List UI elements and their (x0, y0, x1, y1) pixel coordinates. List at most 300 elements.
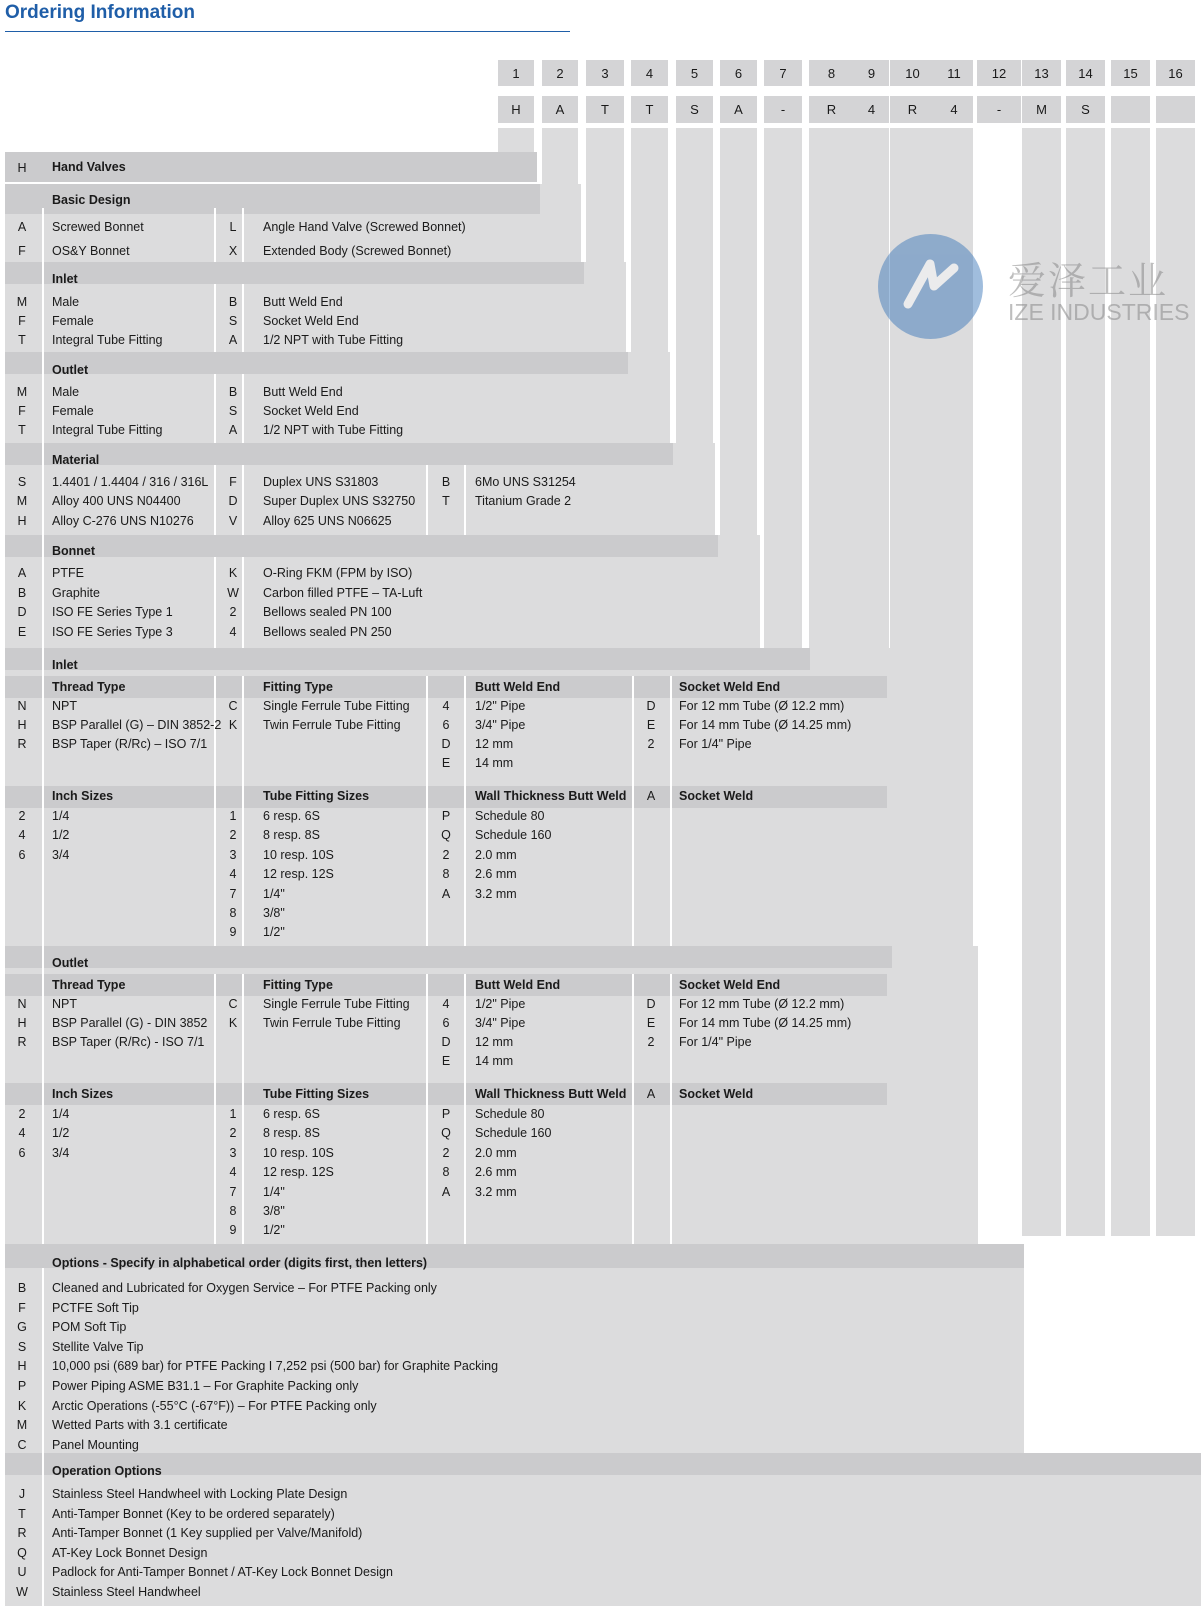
column-separator (426, 465, 428, 535)
column-separator (214, 284, 216, 352)
option-label: Female (52, 404, 94, 418)
code-letter: 6 (18, 847, 26, 862)
column-separator (670, 676, 672, 946)
option-label: BSP Parallel (G) - DIN 3852 (52, 1016, 208, 1030)
code-letter: 4 (18, 1126, 26, 1141)
option-label: ISO FE Series Type 3 (52, 625, 173, 639)
option-label: 3/4" Pipe (475, 718, 526, 732)
option-label: For 12 mm Tube (Ø 12.2 mm) (679, 997, 845, 1011)
code-position-cell: 8 (809, 60, 854, 86)
option-label: Integral Tube Fitting (52, 423, 163, 437)
code-letter: Q (441, 1126, 451, 1141)
option-label: Twin Ferrule Tube Fitting (263, 718, 401, 732)
option-label: Stainless Steel Handwheel with Locking Plate Design (52, 1487, 348, 1501)
option-label: BSP Parallel (G) – DIN 3852-2 (52, 718, 222, 732)
column-separator (42, 208, 44, 1244)
option-label: Stellite Valve Tip (52, 1339, 144, 1354)
option-code: L (229, 220, 237, 234)
option-label: PTFE (52, 566, 84, 580)
option-code: 4 (229, 625, 237, 639)
section-heading: Basic Design (52, 193, 131, 207)
code-letter: P (441, 809, 451, 823)
column-bar (498, 128, 534, 153)
code-letter: 3 (229, 847, 237, 862)
option-code: A (17, 220, 27, 234)
column-separator (632, 974, 634, 1244)
section-header-band (5, 648, 810, 670)
option-code: T (18, 423, 26, 437)
option-code: J (18, 1487, 26, 1501)
option-label: Stainless Steel Handwheel (52, 1584, 201, 1599)
subsection-heading: Wall Thickness Butt Weld (475, 1087, 627, 1101)
column-bar (586, 128, 624, 268)
option-code: B (17, 1281, 27, 1295)
option-label: Padlock for Anti-Tamper Bonnet / AT-Key Lock Bonnet Design (52, 1565, 393, 1579)
option-label: 1/2 NPT with Tube Fitting (263, 423, 404, 437)
watermark-chinese-text: 爱泽工业 (1008, 261, 1169, 303)
code-letter: A (441, 1184, 451, 1199)
code-example-cell: M (1022, 96, 1061, 123)
option-label: 3/8" (263, 906, 285, 920)
option-label: 12 mm (475, 737, 514, 751)
code-letter: 2 (18, 1107, 26, 1121)
section-header-band (5, 535, 718, 557)
option-label: For 12 mm Tube (Ø 12.2 mm) (679, 699, 845, 713)
subsection-heading: Butt Weld End (475, 978, 561, 992)
code-letter: 2 (229, 828, 237, 843)
title-underline (5, 31, 570, 32)
code-letter: H (17, 1016, 27, 1030)
subsection-heading: Thread Type (52, 978, 126, 992)
socket-weld-code: A (646, 789, 656, 803)
option-code: H (17, 514, 27, 528)
code-letter: D (646, 997, 656, 1011)
subsection-heading: Fitting Type (263, 680, 333, 694)
subsection-heading: Tube Fitting Sizes (263, 789, 370, 803)
option-code: V (228, 514, 238, 528)
option-code: B (441, 475, 451, 489)
code-position-cell: 4 (631, 60, 668, 86)
subsection-heading: Socket Weld (679, 1087, 754, 1101)
section-heading: Inlet (52, 272, 78, 286)
column-separator (214, 465, 216, 535)
code-position-cell: 7 (764, 60, 802, 86)
option-code: A (228, 423, 238, 437)
code-letter: 2 (18, 809, 26, 823)
subsection-heading: Tube Fitting Sizes (263, 1087, 370, 1101)
subsection-heading: Inch Sizes (52, 1087, 114, 1101)
option-label: 12 resp. 12S (263, 867, 334, 882)
code-letter: A (441, 886, 451, 901)
section-header-band (5, 443, 673, 465)
option-label: 14 mm (475, 756, 514, 770)
code-example-cell: A (720, 96, 757, 123)
section-heading: Inlet (52, 658, 78, 672)
option-label: 1.4401 / 1.4404 / 316 / 316L (52, 475, 209, 489)
option-label: 12 resp. 12S (263, 1165, 334, 1180)
column-separator (426, 676, 428, 946)
option-label: 6Mo UNS S31254 (475, 475, 576, 489)
option-label: NPT (52, 699, 77, 713)
option-code: S (17, 1339, 27, 1354)
option-label: Panel Mounting (52, 1437, 139, 1452)
socket-weld-code: A (646, 1087, 656, 1101)
subsection-heading: Inch Sizes (52, 789, 114, 803)
option-label: Bellows sealed PN 100 (263, 605, 392, 619)
option-label: Bellows sealed PN 250 (263, 625, 392, 639)
option-code: B (228, 295, 238, 309)
option-label: 1/2" Pipe (475, 997, 526, 1011)
option-label: 1/2 (52, 828, 70, 843)
subsection-heading: Thread Type (52, 680, 126, 694)
option-label: Duplex UNS S31803 (263, 475, 379, 489)
code-position-cell: 12 (977, 60, 1021, 86)
option-code: T (442, 494, 450, 508)
code-letter: 7 (229, 886, 237, 901)
code-letter: 6 (18, 1145, 26, 1160)
code-position-cell: 5 (676, 60, 713, 86)
code-position-cell: 10 (890, 60, 935, 86)
subheader-band (5, 786, 887, 808)
code-letter: 3 (229, 1145, 237, 1160)
option-label: AT-Key Lock Bonnet Design (52, 1545, 208, 1560)
code-letter: N (17, 997, 27, 1011)
option-label: Wetted Parts with 3.1 certificate (52, 1418, 228, 1433)
section-header-band (5, 1453, 1201, 1475)
column-separator (426, 974, 428, 1244)
column-separator (214, 374, 216, 443)
option-label: 1/4 (52, 809, 70, 823)
code-letter: 8 (229, 906, 237, 920)
option-label: 14 mm (475, 1054, 514, 1068)
option-label: 2.6 mm (475, 867, 517, 882)
code-example-cell: S (676, 96, 713, 123)
option-label: OS&Y Bonnet (52, 244, 130, 258)
option-code: S (17, 475, 27, 489)
option-code: B (17, 586, 27, 600)
option-label: 10 resp. 10S (263, 847, 334, 862)
option-label: 3.2 mm (475, 1184, 517, 1199)
option-label: POM Soft Tip (52, 1320, 127, 1335)
option-label: 12 mm (475, 1035, 514, 1049)
ize-logo-icon (878, 234, 983, 339)
option-code: P (17, 1379, 27, 1393)
option-code: B (228, 385, 238, 399)
code-letter: 4 (229, 1165, 237, 1180)
option-label: Extended Body (Screwed Bonnet) (263, 244, 452, 258)
code-letter: K (228, 718, 238, 732)
option-label: Super Duplex UNS S32750 (263, 494, 416, 508)
section-header-band (5, 946, 892, 968)
option-code: D (228, 494, 238, 508)
option-label: Butt Weld End (263, 385, 343, 399)
option-label: 2.0 mm (475, 847, 517, 862)
code-letter: Q (441, 828, 451, 843)
option-code: D (17, 605, 27, 619)
option-label: Single Ferrule Tube Fitting (263, 699, 410, 713)
code-example-cell (1156, 96, 1195, 123)
option-label: 1/2" (263, 925, 285, 940)
option-code: E (17, 625, 27, 639)
logo-mark-icon (878, 234, 983, 339)
option-label: 3/4 (52, 1145, 70, 1160)
code-letter: 6 (442, 1016, 450, 1030)
column-bar (764, 128, 802, 652)
code-letter: P (441, 1107, 451, 1121)
code-example-cell: 4 (935, 96, 973, 123)
code-letter: H (17, 718, 27, 732)
option-label: 1/4" (263, 886, 285, 901)
option-label: 3.2 mm (475, 886, 517, 901)
option-code: F (18, 404, 26, 418)
section-heading: Options - Specify in alphabetical order (digits first, then letters) (52, 1256, 428, 1270)
subsection-heading: Fitting Type (263, 978, 333, 992)
code-letter: 9 (229, 925, 237, 940)
column-separator (214, 974, 216, 1244)
option-code: H (17, 1359, 27, 1374)
option-label: 10,000 psi (689 bar) for PTFE Packing I 7,252 psi (500 bar) for Graphite Packing (52, 1359, 499, 1374)
section-heading: Bonnet (52, 544, 96, 558)
section-header-band (5, 352, 628, 374)
column-separator (214, 557, 216, 648)
code-letter: C (228, 997, 238, 1011)
code-letter: R (17, 1035, 27, 1049)
option-label: Alloy 400 UNS N04400 (52, 494, 181, 508)
code-letter: 7 (229, 1184, 237, 1199)
option-label: Schedule 160 (475, 828, 552, 843)
option-label: Twin Ferrule Tube Fitting (263, 1016, 401, 1030)
code-letter: E (646, 1016, 656, 1030)
option-label: 6 resp. 6S (263, 1107, 320, 1121)
option-label: 1/2 (52, 1126, 70, 1141)
option-code: S (228, 404, 238, 418)
code-letter: K (228, 1016, 238, 1030)
column-separator (214, 208, 216, 262)
subsection-heading: Butt Weld End (475, 680, 561, 694)
option-code: G (17, 1320, 27, 1335)
code-letter: C (228, 699, 238, 713)
option-code: K (228, 566, 238, 580)
option-code: F (18, 314, 26, 328)
column-separator (464, 465, 466, 535)
code-letter: D (441, 737, 451, 751)
code-position-cell: 9 (854, 60, 889, 86)
section-heading: Outlet (52, 956, 89, 970)
code-letter: 2 (442, 1145, 450, 1160)
code-position-cell: 1 (498, 60, 534, 86)
option-label: PCTFE Soft Tip (52, 1300, 139, 1315)
section-heading: Material (52, 453, 100, 467)
code-position-cell: 11 (935, 60, 973, 86)
code-letter: 8 (442, 1165, 450, 1180)
option-label: Screwed Bonnet (52, 220, 144, 234)
option-label: Socket Weld End (263, 404, 359, 418)
code-letter: 9 (229, 1223, 237, 1238)
code-letter: 8 (229, 1204, 237, 1218)
code-example-cell: H (498, 96, 534, 123)
option-label: Butt Weld End (263, 295, 343, 309)
option-code: M (16, 385, 28, 399)
code-position-cell: 3 (586, 60, 624, 86)
option-label: 6 resp. 6S (263, 809, 320, 823)
option-label: 10 resp. 10S (263, 1145, 334, 1160)
option-label: 2.6 mm (475, 1165, 517, 1180)
code-letter: D (441, 1035, 451, 1049)
option-code: S (228, 314, 238, 328)
option-label: Male (52, 385, 80, 399)
option-code: X (228, 244, 238, 258)
code-letter: N (17, 699, 27, 713)
option-label: 1/4 (52, 1107, 70, 1121)
code-position-cell: 2 (542, 60, 578, 86)
code-letter: 1 (229, 809, 237, 823)
code-letter: 2 (647, 1035, 655, 1049)
option-code: A (228, 333, 238, 347)
code-position-cell: 14 (1066, 60, 1105, 86)
subsection-heading: Socket Weld (679, 789, 754, 803)
code-letter: E (441, 1054, 451, 1068)
code-letter: 2 (229, 1126, 237, 1141)
code-letter: 8 (442, 867, 450, 882)
option-code: Q (17, 1545, 27, 1560)
code-example-cell: T (631, 96, 668, 123)
code-example-cell: T (586, 96, 624, 123)
code-letter: 6 (442, 718, 450, 732)
option-label: 3/4" Pipe (475, 1016, 526, 1030)
code-example-cell: R (809, 96, 854, 123)
option-label: For 1/4" Pipe (679, 737, 752, 751)
option-label: Carbon filled PTFE – TA-Luft (263, 586, 423, 600)
option-label: For 1/4" Pipe (679, 1035, 752, 1049)
code-letter: E (441, 756, 451, 770)
option-label: BSP Taper (R/Rc) – ISO 7/1 (52, 737, 208, 751)
option-code: F (18, 1300, 26, 1315)
option-label: Schedule 80 (475, 809, 545, 823)
code-example-cell (1111, 96, 1150, 123)
option-label: For 14 mm Tube (Ø 14.25 mm) (679, 718, 852, 732)
option-label: Graphite (52, 586, 100, 600)
code-position-cell: 13 (1022, 60, 1061, 86)
column-separator (464, 676, 466, 946)
code-letter: E (646, 718, 656, 732)
code-example-cell: - (764, 96, 802, 123)
option-label: BSP Taper (R/Rc) - ISO 7/1 (52, 1035, 205, 1049)
option-label: NPT (52, 997, 77, 1011)
option-label: Titanium Grade 2 (475, 494, 572, 508)
column-separator (632, 676, 634, 946)
column-bar (542, 128, 578, 190)
option-code: M (16, 1418, 28, 1433)
option-label: 2.0 mm (475, 1145, 517, 1160)
code-example-cell: - (977, 96, 1021, 123)
option-label: Arctic Operations (-55°C (-67°F)) – For PTFE Packing only (52, 1398, 377, 1413)
column-bar (676, 128, 713, 446)
option-label: 8 resp. 8S (263, 1126, 320, 1141)
option-label: Anti-Tamper Bonnet (1 Key supplied per Valve/Manifold) (52, 1526, 363, 1540)
option-code: W (227, 586, 239, 600)
code-letter: 4 (229, 867, 237, 882)
option-label: 1/4" (263, 1184, 285, 1199)
option-label: Integral Tube Fitting (52, 333, 163, 347)
option-label: Single Ferrule Tube Fitting (263, 997, 410, 1011)
option-label: Schedule 160 (475, 1126, 552, 1141)
code-example-cell: 4 (854, 96, 889, 123)
option-label: 3/8" (263, 1204, 285, 1218)
option-label: 1/2" Pipe (475, 699, 526, 713)
code-letter: 2 (647, 737, 655, 751)
option-label: O-Ring FKM (FPM by ISO) (263, 566, 413, 580)
section-heading: Operation Options (52, 1464, 162, 1478)
option-label: For 14 mm Tube (Ø 14.25 mm) (679, 1016, 852, 1030)
option-code: F (18, 244, 26, 258)
subsection-heading: Socket Weld End (679, 978, 781, 992)
code-example-cell: S (1066, 96, 1105, 123)
option-label: Alloy 625 UNS N06625 (263, 514, 392, 528)
code-letter: D (646, 699, 656, 713)
section-header-band (5, 262, 584, 284)
option-label: 1/2 NPT with Tube Fitting (263, 333, 404, 347)
hand-valves-code: H (17, 161, 27, 175)
option-label: Angle Hand Valve (Screwed Bonnet) (263, 220, 466, 234)
option-code: T (18, 1506, 26, 1521)
option-label: Socket Weld End (263, 314, 359, 328)
code-example-cell: A (542, 96, 578, 123)
code-letter: 4 (442, 699, 450, 713)
watermark-english-text: IZE INDUSTRIES (1008, 299, 1190, 325)
option-label: Schedule 80 (475, 1107, 545, 1121)
option-code: 2 (229, 605, 237, 619)
option-label: Female (52, 314, 94, 328)
page-title: Ordering Information (5, 2, 195, 23)
code-letter: 4 (442, 997, 450, 1011)
option-code: W (16, 1584, 28, 1599)
column-separator (464, 974, 466, 1244)
code-example-cell: R (890, 96, 935, 123)
option-label: Anti-Tamper Bonnet (Key to be ordered separately) (52, 1506, 335, 1521)
code-position-cell: 6 (720, 60, 757, 86)
code-letter: R (17, 737, 27, 751)
option-label: 8 resp. 8S (263, 828, 320, 843)
subsection-heading: Socket Weld End (679, 680, 781, 694)
option-code: K (17, 1398, 27, 1413)
option-label: Alloy C-276 UNS N10276 (52, 514, 194, 528)
column-bar (631, 128, 668, 356)
option-code: C (17, 1437, 27, 1452)
code-letter: 4 (18, 828, 26, 843)
option-code: R (17, 1526, 27, 1540)
option-label: 1/2" (263, 1223, 285, 1238)
option-label: 3/4 (52, 847, 70, 862)
option-code: M (16, 494, 28, 508)
option-label: Male (52, 295, 80, 309)
option-code: F (229, 475, 237, 489)
option-code: A (17, 566, 27, 580)
code-letter: 2 (442, 847, 450, 862)
option-label: Cleaned and Lubricated for Oxygen Service – For PTFE Packing only (52, 1281, 437, 1295)
option-label: ISO FE Series Type 1 (52, 605, 173, 619)
option-code: U (17, 1565, 27, 1579)
subsection-heading: Wall Thickness Butt Weld (475, 789, 627, 803)
code-letter: 1 (229, 1107, 237, 1121)
code-position-cell: 16 (1156, 60, 1195, 86)
option-code: M (16, 295, 28, 309)
code-position-cell: 15 (1111, 60, 1150, 86)
column-bar (720, 128, 757, 537)
option-label: Power Piping ASME B31.1 – For Graphite Packing only (52, 1379, 359, 1393)
column-separator (214, 676, 216, 946)
option-code: T (18, 333, 26, 347)
column-separator (670, 974, 672, 1244)
